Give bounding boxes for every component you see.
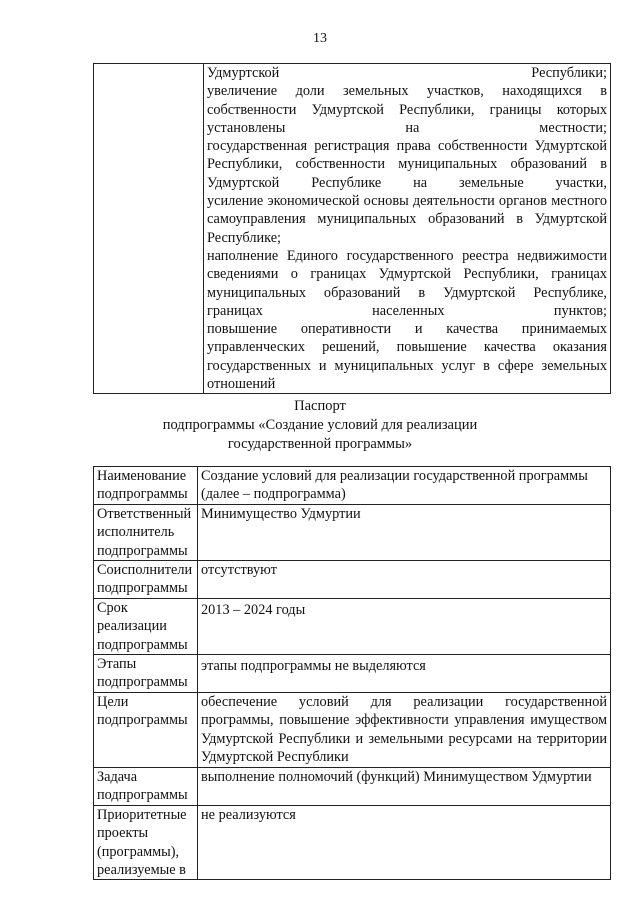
empty-left-cell: [94, 64, 204, 394]
row-value: обеспечение условий для реализации государственной программы, повышение эффективности управления имуществом Удмуртской Республики и земельными ресурсами на территории Удмуртской Республики: [198, 693, 611, 768]
row-label: Приоритетные проекты (программы), реализуемые в: [94, 805, 198, 880]
list-item: государственная регистрация права собственности Удмуртской Республики, собственности муниципальных образований в Удмуртской Республике на земельные участки,: [207, 138, 607, 191]
row-label: Наименование подпрограммы: [94, 467, 198, 505]
list-item: усиление экономической основы деятельности органов местного самоуправления муниципальных образований в Удмуртской Республике;: [207, 193, 607, 246]
row-value: Минимущество Удмуртии: [198, 504, 611, 560]
table-row: [94, 467, 611, 505]
passport-title-line: подпрограммы «Создание условий для реализации: [162, 417, 478, 433]
row-label: Задача подпрограммы: [94, 767, 198, 805]
table-row: [94, 504, 611, 560]
continuation-table: [93, 63, 611, 394]
row-label: Соисполнители подпрограммы: [94, 561, 198, 599]
row-value: Создание условий для реализации государственной программы (далее – подпрограмма): [198, 467, 611, 505]
table-row: [94, 598, 611, 654]
table-row: [94, 655, 611, 693]
table-row: [94, 693, 611, 768]
row-value: не реализуются: [198, 805, 611, 880]
row-value: этапы подпрограммы не выделяются: [198, 655, 611, 693]
row-value: отсутствуют: [198, 561, 611, 599]
row-label: Этапы подпрограммы: [94, 655, 198, 693]
table-row: [94, 561, 611, 599]
table-row: [94, 767, 611, 805]
list-item: Удмуртской Республики;: [207, 65, 607, 81]
passport-title-line: государственной программы»: [227, 436, 413, 452]
table-row: [94, 805, 611, 880]
row-label: Срок реализации подпрограммы: [94, 598, 198, 654]
table-row: [94, 64, 611, 394]
row-value: выполнение полномочий (функций) Минимуществом Удмуртии: [198, 767, 611, 805]
list-item: наполнение Единого государственного реестра недвижимости сведениями о границах Удмуртской Республики, границах муниципальных образований в Удмуртской Республике, границах населенных пунктов;: [207, 247, 607, 319]
list-item: повышение оперативности и качества принимаемых управленческих решений, повышение качества оказания государственных и муниципальных услуг в сфере земельных отношений: [207, 321, 607, 393]
row-value: 2013 – 2024 годы: [198, 598, 611, 654]
continuation-text-cell: [204, 64, 611, 394]
passport-table: [93, 466, 611, 880]
page-number: 13: [313, 31, 327, 46]
list-item: увеличение доли земельных участков, находящихся в собственности Удмуртской Республики, границы которых установлены на местности;: [207, 83, 607, 136]
passport-title-line: Паспорт: [294, 398, 346, 414]
row-label: Цели подпрограммы: [94, 693, 198, 768]
row-label: Ответственный исполнитель подпрограммы: [94, 504, 198, 560]
passport-title: [0, 397, 640, 454]
